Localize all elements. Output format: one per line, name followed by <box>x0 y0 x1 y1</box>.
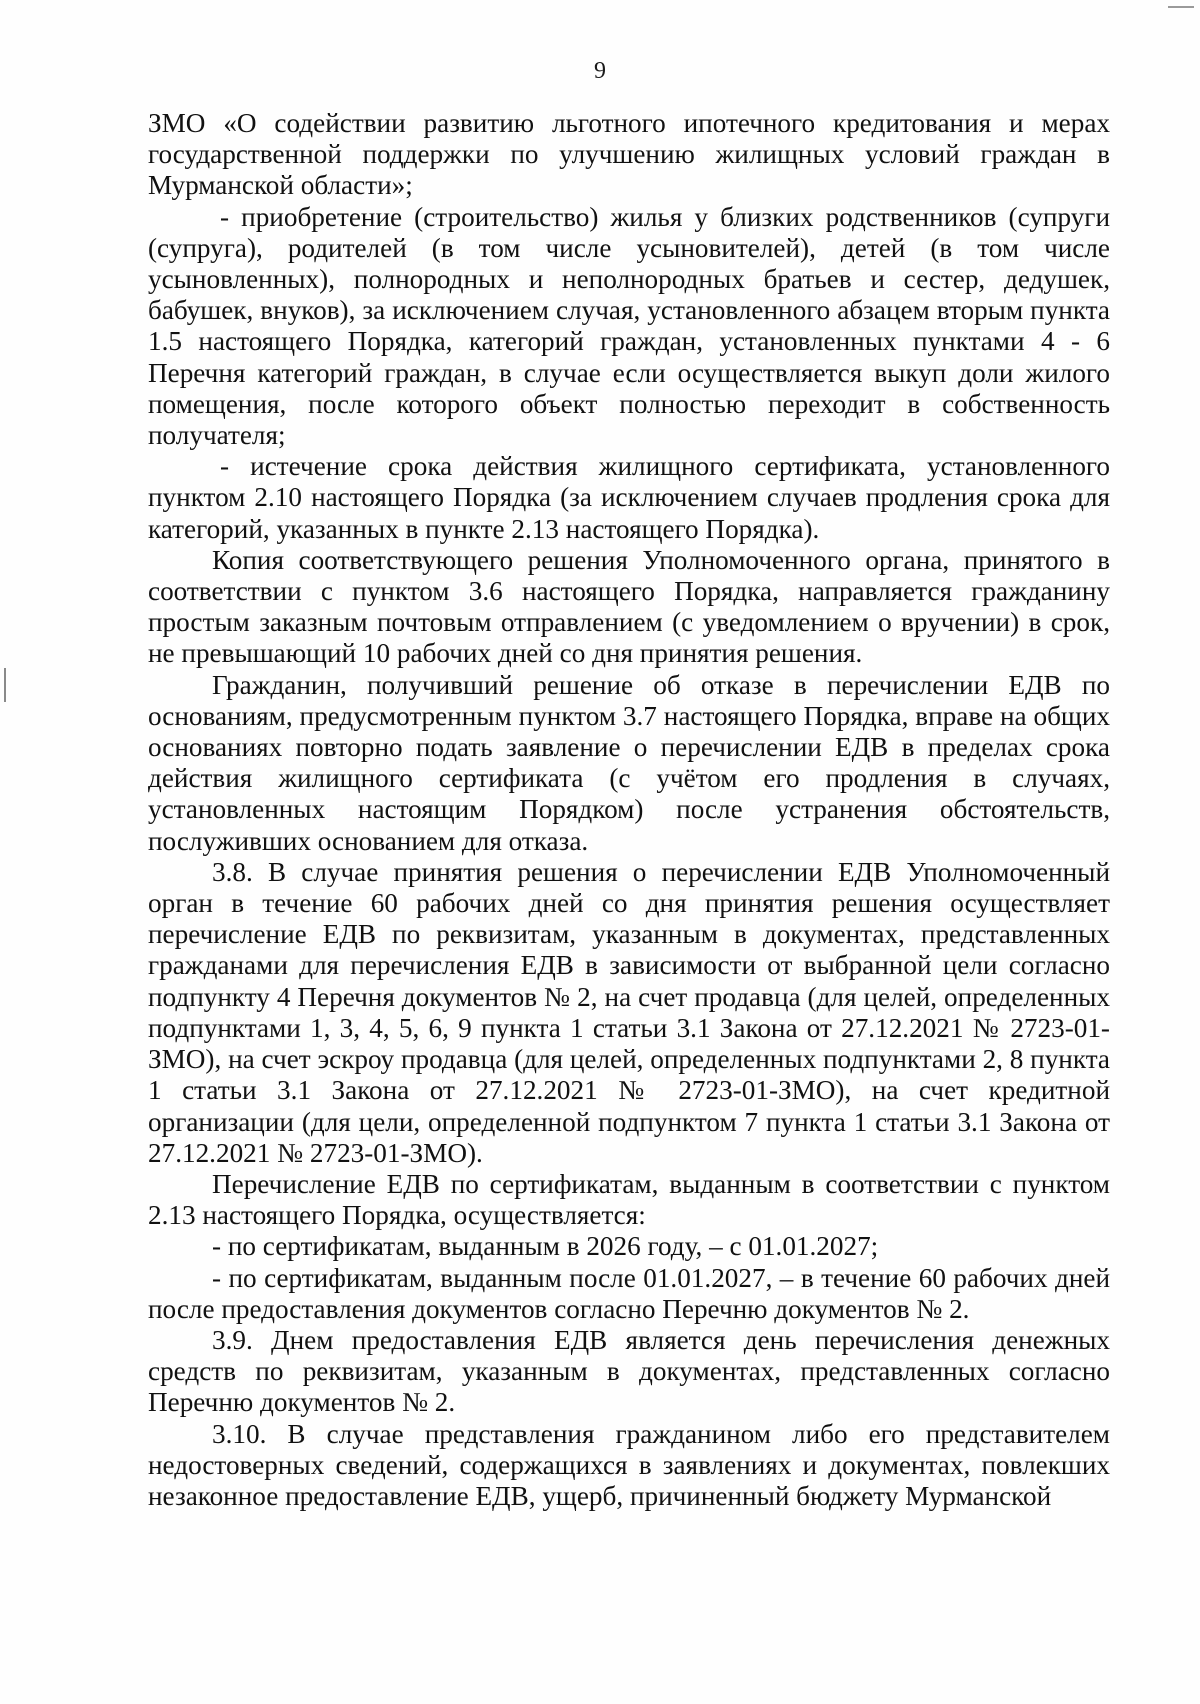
list-item: - по сертификатам, выданным после 01.01.2027, – в течение 60 рабочих дней после предоставления документов согласно Перечню документов № 2. <box>148 1262 1110 1324</box>
list-item: - истечение срока действия жилищного сертификата, установленного пунктом 2.10 настоящего Порядка (за исключением случаев продления срока для категорий, указанных в пункте 2.13 настоящего Порядка). <box>148 451 1110 544</box>
paragraph: Копия соответствующего решения Уполномоченного органа, принятого в соответствии с пунктом 3.6 настоящего Порядка, направляется гражданину простым заказным почтовым отправлением (с уведомлением о вручении) в срок, не превышающий 10 рабочих дней со дня принятия решения. <box>148 544 1110 669</box>
section-3-9: 3.9. Днем предоставления ЕДВ является день перечисления денежных средств по реквизитам, указанным в документах, представленных согласно Перечню документов № 2. <box>148 1324 1110 1418</box>
section-3-8: 3.8. В случае принятия решения о перечислении ЕДВ Уполномоченный орган в течение 60 рабочих дней со дня принятия решения осуществляет перечисление ЕДВ по реквизитам, указанным в документах, представленных гражданами для перечисления ЕДВ в зависимости от выбранной цели согласно подпункту 4 Перечня документов № 2, на счет продавца (для целей, определенных подпунктами 1, 3, 4, 5, 6, 9 пункта 1 статьи 3.1 Закона от 27.12.2021 № 2723-01-ЗМО), на счет эскроу продавца (для целей, определенных подпунктами 2, 8 пункта 1 статьи 3.1 Закона от 27.12.2021 № 2723-01-ЗМО), на счет кредитной организации (для цели, определенной подпунктом 7 пункта 1 статьи 3.1 Закона от 27.12.2021 № 2723-01-ЗМО). <box>148 856 1110 1168</box>
paragraph: Гражданин, получивший решение об отказе в перечислении ЕДВ по основаниям, предусмотренным пунктом 3.7 настоящего Порядка, вправе на общих основаниях повторно подать заявление о перечислении ЕДВ в пределах срока действия жилищного сертификата (с учётом его продления в случаях, установленных настоящим Порядком) после устранения обстоятельств, послуживших основанием для отказа. <box>148 669 1110 856</box>
paragraph: ЗМО «О содействии развитию льготного ипотечного кредитования и мерах государственной поддержки по улучшению жилищных условий граждан в Мурманской области»; <box>148 108 1110 201</box>
list-item: - приобретение (строительство) жилья у близких родственников (супруги (супруга), родителей (в том числе усыновителей), детей (в том числе усыновленных), полнородных и неполнородных братьев и сестер, дедушек, бабушек, внуков), за исключением случая, установленного абзацем вторым пункта 1.5 настоящего Порядка, категорий граждан, установленных пунктами 4 - 6 Перечня категорий граждан, в случае если осуществляется выкуп доли жилого помещения, после которого объект полностью переходит в собственность получателя; <box>148 201 1110 451</box>
document-body <box>148 108 1110 1512</box>
scan-artifact <box>1168 6 1194 8</box>
list-item: - по сертификатам, выданным в 2026 году, – с 01.01.2027; <box>212 1231 879 1262</box>
page-number: 9 <box>594 58 606 84</box>
scan-artifact <box>4 668 6 702</box>
section-3-10: 3.10. В случае представления гражданином либо его представителем недостоверных сведений, содержащихся в заявлениях и документах, повлекших незаконное предоставление ЕДВ, ущерб, причиненный бюджету Мурманской <box>148 1418 1110 1511</box>
paragraph: Перечисление ЕДВ по сертификатам, выданным в соответствии с пунктом 2.13 настоящего Порядка, осуществляется: <box>148 1168 1110 1231</box>
